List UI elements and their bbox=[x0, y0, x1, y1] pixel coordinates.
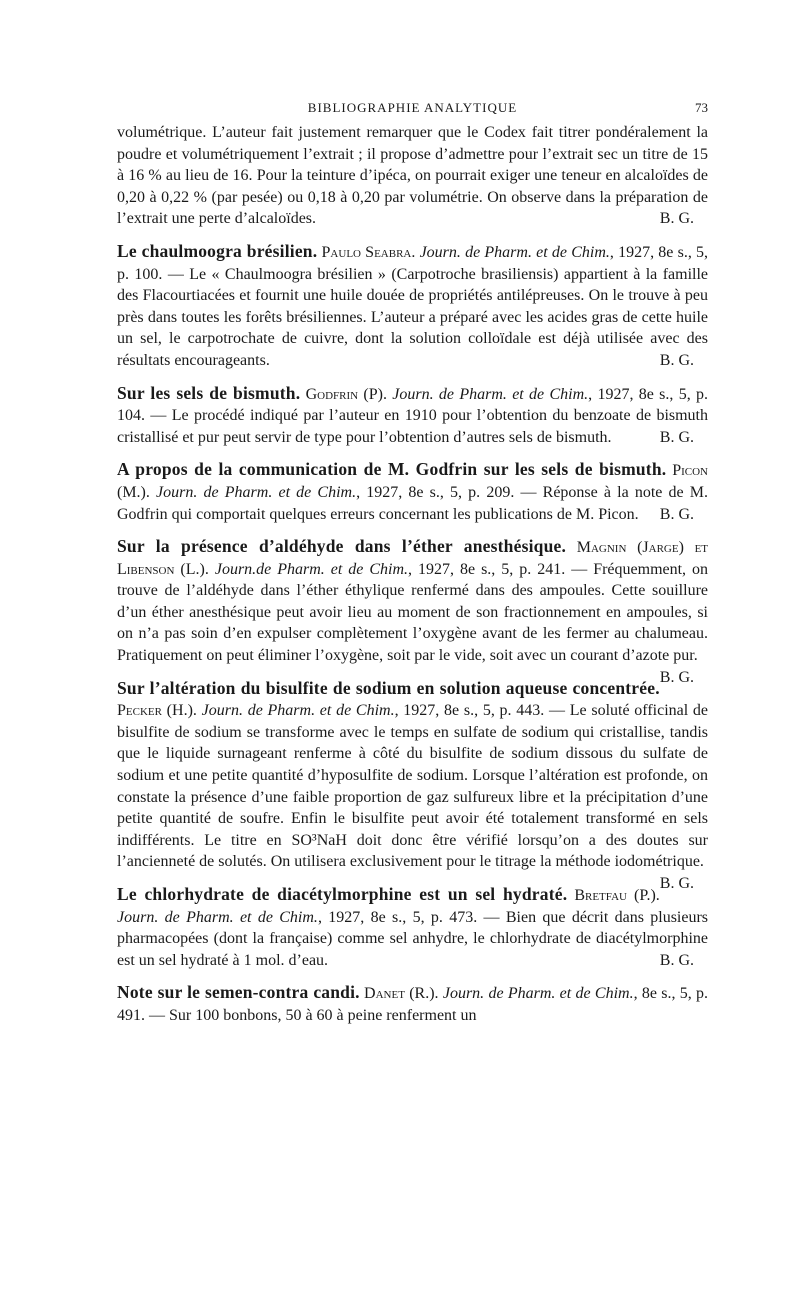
entry-signature: B. G. bbox=[659, 428, 694, 446]
entry-signature: B. G. bbox=[659, 951, 694, 969]
bibliography-entry bbox=[117, 536, 709, 686]
entry-body: Réponse à la note de M. Godfrin qui comportait quelques erreurs concernant les publications de M. Picon. bbox=[117, 483, 709, 523]
entry-signature: B. G. bbox=[659, 668, 694, 686]
entry-body: Fréquemment, on trouve de l’aldéhyde dans l’éther éthylique renfermé dans des ampoules. Cette souillure d’un éther anesthésique peut avoir lieu au moment de son fractionnement en ampoules, si on n’a pas soin d’en expulser complètement l’oxygène avant de les fermer au chalumeau. Pratiquement on peut éliminer l’oxygène, soit par le vide, soit avec un courant d’azote pur. bbox=[117, 560, 709, 665]
entry-body: Le soluté officinal de bisulfite de sodium se transforme avec le temps en sulfate de sodium qui cristallise, tandis que le liquide surnageant renferme à côté du bisulfite de sodium dissous du sulfate de sodium et une petite quantité d’hyposulfite de sodium. Lorsque l’altération est profonde, on constate la présence d’une faible proportion de gaz sulfureux libre et la précipitation d’une petite quantité de soufre. Enfin le bisulfite peut avoir été totalement transformé en sels indifférents. Le titre en SO³NaH doit donc être vérifié lorsqu’on a des doutes sur l’ancienneté de solutés. On utilisera exclusivement pour le titrage la méthode iodométrique. bbox=[117, 702, 709, 871]
entry-signature: B. G. bbox=[659, 875, 694, 892]
entry-title: Sur l’altération du bisulfite de sodium en solution aqueuse concentrée. bbox=[117, 677, 660, 698]
entry-body: Le procédé indiqué par l’auteur en 1910 pour l’obtention du benzoate de bismuth cristallisé et pur peut servir de type pour l’obtention d’autres sels de bismuth. bbox=[117, 407, 709, 446]
entry-title: A propos de la communication de M. Godfrin sur les sels de bismuth. bbox=[117, 459, 667, 480]
bibliography-entry bbox=[117, 677, 709, 892]
entry-paragraph bbox=[117, 677, 709, 892]
entry-paragraph bbox=[117, 884, 708, 971]
entry-body: Le « Chaulmoogra brésilien » (Carpotroche brasiliensis) appartient à la famille des Flacourtiacées et fournit une huile douée de propriétés antilépreuses. On le trouve à peu près dans toutes les forêts brésiliennes. L’auteur a préparé avec les acides gras de cette huile un sel, le carpotrochate de cuivre, dont la solution colloïdale est déjà utilisée avec des résultats encourageants. bbox=[117, 265, 708, 369]
entry-author: Danet (R.). bbox=[364, 985, 439, 1003]
entry-paragraph bbox=[117, 536, 709, 686]
entry-journal: Journ.de Pharm. et de Chim. bbox=[214, 560, 409, 578]
entry-title: Sur la présence d’aldéhyde dans l’éther anesthésique. bbox=[117, 536, 567, 557]
entry-author: Magnin (Jarge) et Libenson (L.). bbox=[117, 539, 709, 578]
entry-paragraph bbox=[117, 383, 708, 449]
entry-body: Bien que décrit dans plusieurs pharmacopées (dont la française) comme sel anhydre, le chlorhydrate de diacétylmorphine est un sel hydraté à 1 mol. d’eau. bbox=[117, 908, 709, 969]
entry-reference: , 1927, 8e s., 5, p. 104. — bbox=[117, 385, 709, 425]
entry-title: Le chaulmoogra brésilien. bbox=[117, 240, 318, 261]
entry-reference: , 1927, 8e s., 5, p. 209. — bbox=[356, 483, 537, 501]
entry-title: Note sur le semen-contra candi. bbox=[117, 982, 360, 1003]
entry-paragraph bbox=[117, 982, 708, 1026]
bibliography-entry bbox=[117, 982, 708, 1026]
entry-signature: B. G. bbox=[659, 351, 694, 369]
entry-title: Sur les sels de bismuth. bbox=[117, 382, 301, 403]
entry-journal: Journ. de Pharm. et de Chim. bbox=[201, 702, 395, 720]
continuation-paragraph bbox=[117, 122, 708, 230]
entry-reference: , 1927, 8e s., 5, p. 100. — bbox=[117, 243, 709, 283]
entry-signature: B. G. bbox=[659, 505, 694, 523]
page bbox=[117, 100, 708, 1027]
entry-reference: , 8e s., 5, p. 491. — bbox=[117, 985, 709, 1024]
running-head-title: BIBLIOGRAPHIE ANALYTIQUE bbox=[307, 100, 518, 115]
continuation-text: volumétrique. L’auteur fait justement remarquer que le Codex fait titrer pondéralement la poudre et volumétriquement l’extrait ; il propose d’admettre pour l’extrait sec un titre de 15 à 16 % au lieu de 16. Pour la teinture d’ipéca, on pourrait exiger une teneur en alcaloïdes de 0,20 à 0,22 % (par pesée) ou 0,18 à 0,20 par volumétrie. On observe dans la préparation de l’extrait une perte d’alcaloïdes. bbox=[117, 124, 708, 228]
page-number: 73 bbox=[695, 100, 708, 115]
entry-journal: Journ. de Pharm. et de Chim. bbox=[156, 483, 357, 501]
entries-list bbox=[117, 241, 708, 1027]
entry-author: Picon (M.). bbox=[117, 462, 708, 501]
entry-reference: , 1927, 8e s., 5, p. 241. — bbox=[408, 560, 588, 578]
bibliography-entry bbox=[117, 884, 708, 971]
bibliography-entry bbox=[117, 383, 708, 449]
entry-author: Bretfau (P.). bbox=[574, 887, 660, 904]
entry-author: Paulo Seabra. bbox=[321, 243, 416, 261]
entry-paragraph bbox=[117, 459, 708, 525]
entry-reference: , 1927, 8e s., 5, p. 443. — bbox=[394, 702, 565, 720]
bibliography-entry bbox=[117, 241, 708, 372]
entry-reference: , 1927, 8e s., 5, p. 473. — bbox=[317, 908, 500, 926]
entry-journal: Journ. de Pharm. et de Chim. bbox=[117, 908, 318, 926]
entry-journal: Journ. de Pharm. et de Chim. bbox=[419, 243, 610, 261]
entry-journal: Journ. de Pharm. et de Chim. bbox=[442, 985, 634, 1003]
continuation-signature: B. G. bbox=[659, 210, 694, 228]
entry-author: Pecker (H.). bbox=[117, 702, 197, 720]
entry-author: Godfrin (P). bbox=[305, 385, 387, 403]
entry-paragraph bbox=[117, 241, 708, 372]
entry-title: Le chlorhydrate de diacétylmorphine est un sel hydraté. bbox=[117, 884, 568, 904]
running-head bbox=[117, 100, 708, 122]
entry-body: Sur 100 bonbons, 50 à 60 à peine renferment un bbox=[169, 1006, 477, 1024]
entry-journal: Journ. de Pharm. et de Chim. bbox=[392, 385, 589, 403]
bibliography-entry bbox=[117, 459, 708, 525]
